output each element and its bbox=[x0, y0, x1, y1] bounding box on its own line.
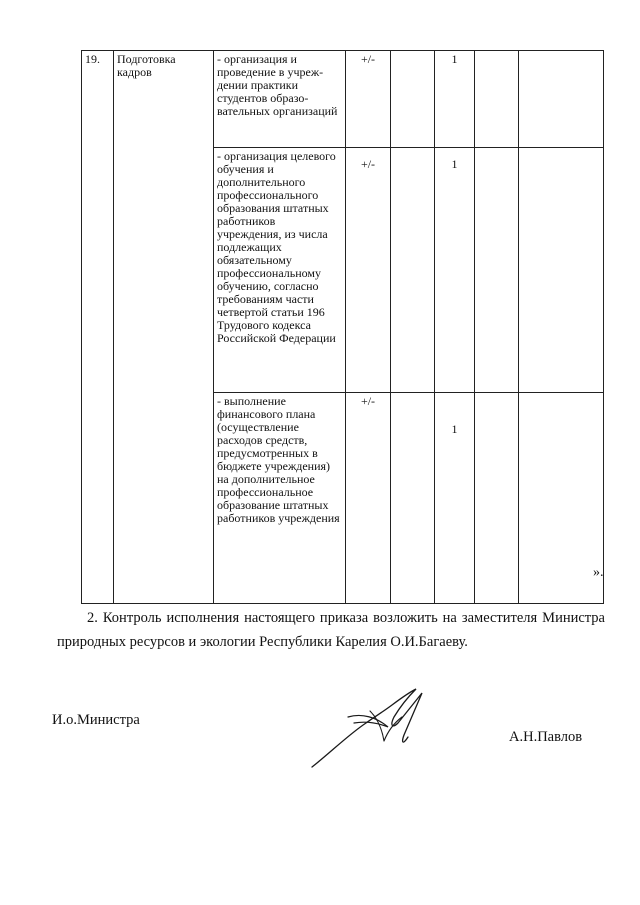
table-row bbox=[82, 51, 604, 148]
criterion-text: - организация и проведение в учреж-дении практики студентов образо-вательных организаций bbox=[214, 51, 346, 148]
criterion-score: 1 bbox=[435, 393, 475, 604]
criterion-mark: +/- bbox=[346, 393, 391, 604]
criterion-mark: +/- bbox=[346, 148, 391, 393]
empty-cell bbox=[391, 51, 435, 148]
empty-cell bbox=[519, 148, 604, 393]
criterion-mark: +/- bbox=[346, 51, 391, 148]
criterion-score: 1 bbox=[435, 148, 475, 393]
empty-cell bbox=[475, 51, 519, 148]
empty-cell bbox=[475, 148, 519, 393]
signer-title: И.о.Министра bbox=[52, 712, 140, 728]
handwritten-signature-icon bbox=[308, 683, 438, 771]
signer-name: А.Н.Павлов bbox=[509, 729, 583, 745]
criteria-table bbox=[81, 50, 604, 604]
empty-cell bbox=[391, 393, 435, 604]
empty-cell bbox=[519, 51, 604, 148]
row-number: 19. bbox=[82, 51, 114, 604]
criterion-score: 1 bbox=[435, 51, 475, 148]
empty-cell bbox=[391, 148, 435, 393]
indicator-name: Подготовка кадров bbox=[114, 51, 214, 604]
criterion-text: - организация целевого обучения и дополнительного профессионального образования штатных работников учреждения, из числа подлежащих обязательному профессиональному обучению, согласно требованиям части четвертой статьи 196 Трудового кодекса Российской Федерации bbox=[214, 148, 346, 393]
criterion-text: - выполнение финансового плана (осуществление расходов средств, предусмотренных в бюджете учреждения) на дополнительное профессиональное образование штатных работников учреждения bbox=[214, 393, 346, 604]
order-paragraph: 2. Контроль исполнения настоящего приказа возложить на заместителя Министра природных ресурсов и экологии Республики Карелия О.И.Багаеву. bbox=[57, 610, 605, 650]
closing-quote: ». bbox=[593, 565, 604, 580]
empty-cell bbox=[475, 393, 519, 604]
empty-cell bbox=[519, 393, 604, 604]
